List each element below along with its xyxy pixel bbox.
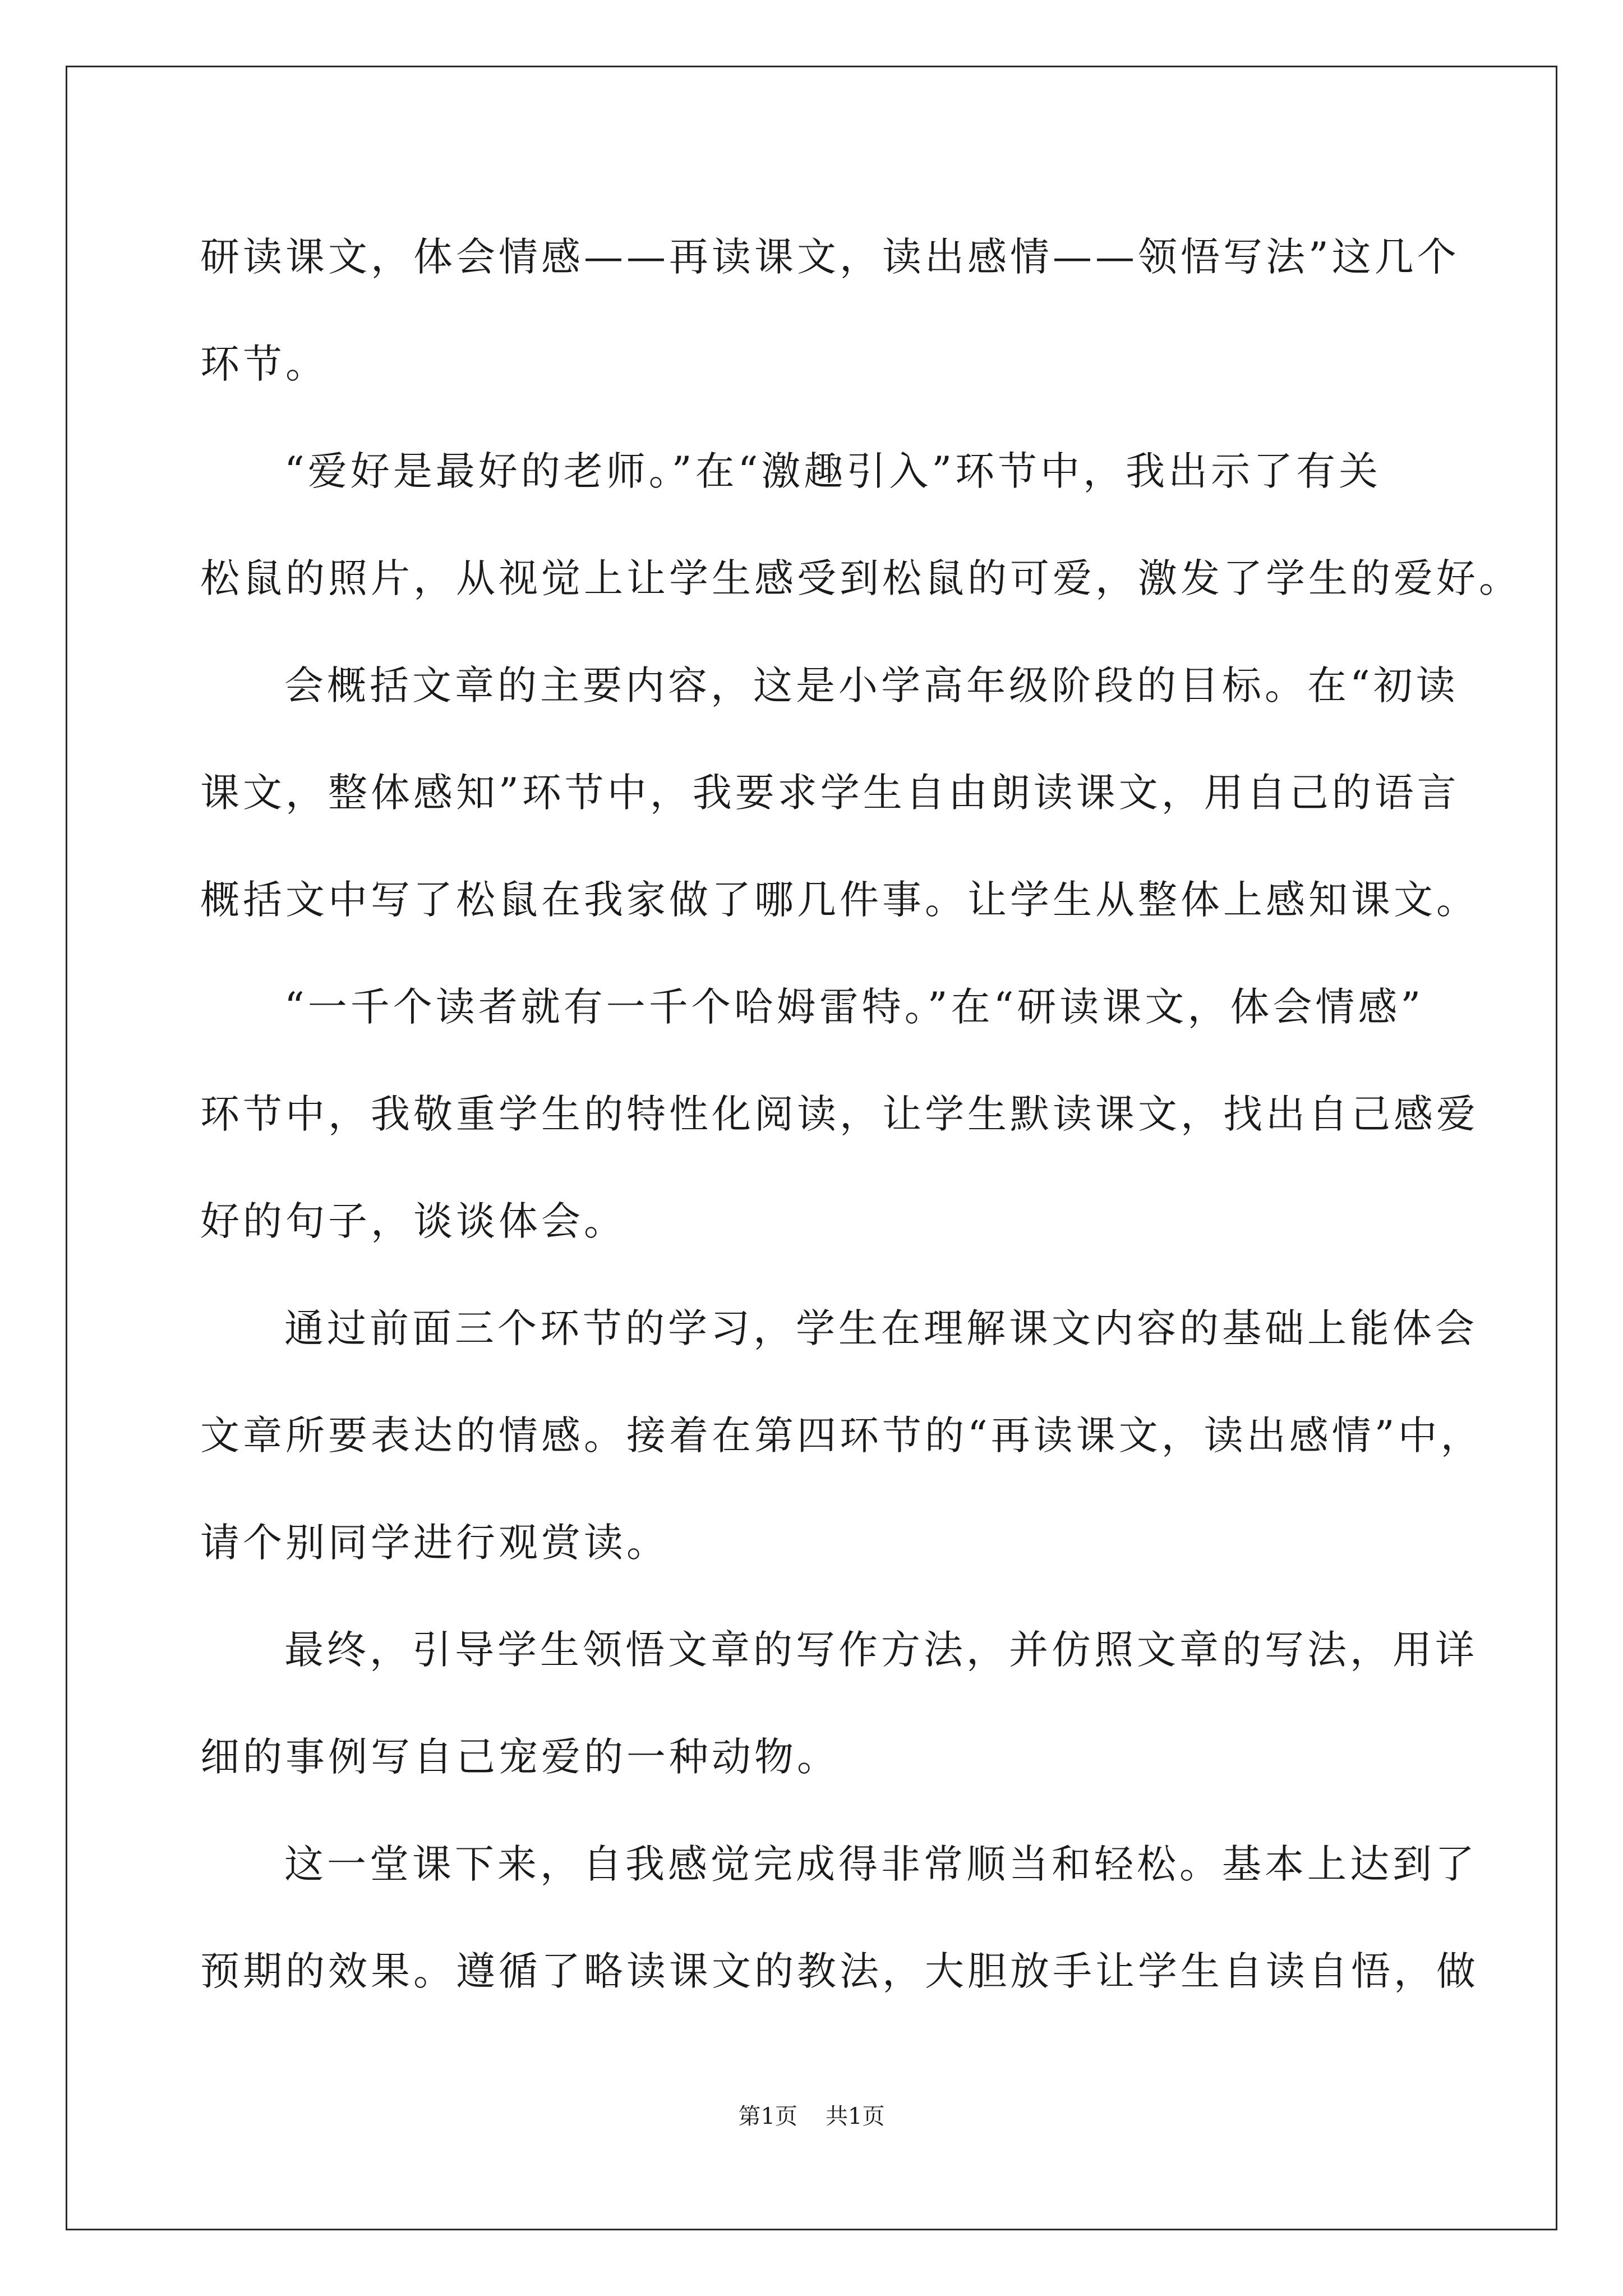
text-line: 概括文中写了松鼠在我家做了哪几件事。让学生从整体上感知课文。 — [200, 877, 1479, 923]
text-line: 环节。 — [200, 341, 328, 387]
text-line: 通过前面三个环节的学习，学生在理解课文内容的基础上能体会 — [284, 1305, 1478, 1351]
text-line: 松鼠的照片，从视觉上让学生感受到松鼠的可爱，激发了学生的爱好。 — [200, 555, 1521, 601]
page-footer — [0, 2101, 1623, 2132]
page-number-current: 第1页 — [738, 2104, 797, 2129]
text-line: 细的事例写自己宠爱的一种动物。 — [200, 1734, 840, 1780]
text-line: 预期的效果。遵循了略读课文的教法，大胆放手让学生自读自悟，做 — [200, 1948, 1479, 1994]
text-line: “一千个读者就有一千个哈姆雷特。”在“研读课文，体会情感” — [284, 984, 1424, 1030]
text-line: 课文，整体感知”环节中，我要求学生自由朗读课文，用自己的语言 — [200, 770, 1460, 816]
text-line: 会概括文章的主要内容，这是小学高年级阶段的目标。在“初读 — [284, 662, 1459, 708]
text-line: 请个别同学进行观赏读。 — [200, 1520, 669, 1566]
text-line: 最终，引导学生领悟文章的写作方法，并仿照文章的写法，用详 — [284, 1627, 1478, 1673]
text-line: 环节中，我敬重学生的特性化阅读，让学生默读课文，找出自己感爱 — [200, 1091, 1479, 1137]
text-line: 研读课文，体会情感——再读课文，读出感情——领悟写法”这几个 — [200, 234, 1460, 280]
text-line: 文章所要表达的情感。接着在第四环节的“再读课文，读出感情”中， — [200, 1412, 1483, 1458]
text-line: 这一堂课下来，自我感觉完成得非常顺当和轻松。基本上达到了 — [284, 1841, 1478, 1887]
text-line: “爱好是最好的老师。”在“激趣引入”环节中，我出示了有关 — [284, 448, 1382, 494]
page-number-total: 共1页 — [826, 2104, 885, 2129]
text-line: 好的句子，谈谈体会。 — [200, 1198, 626, 1244]
